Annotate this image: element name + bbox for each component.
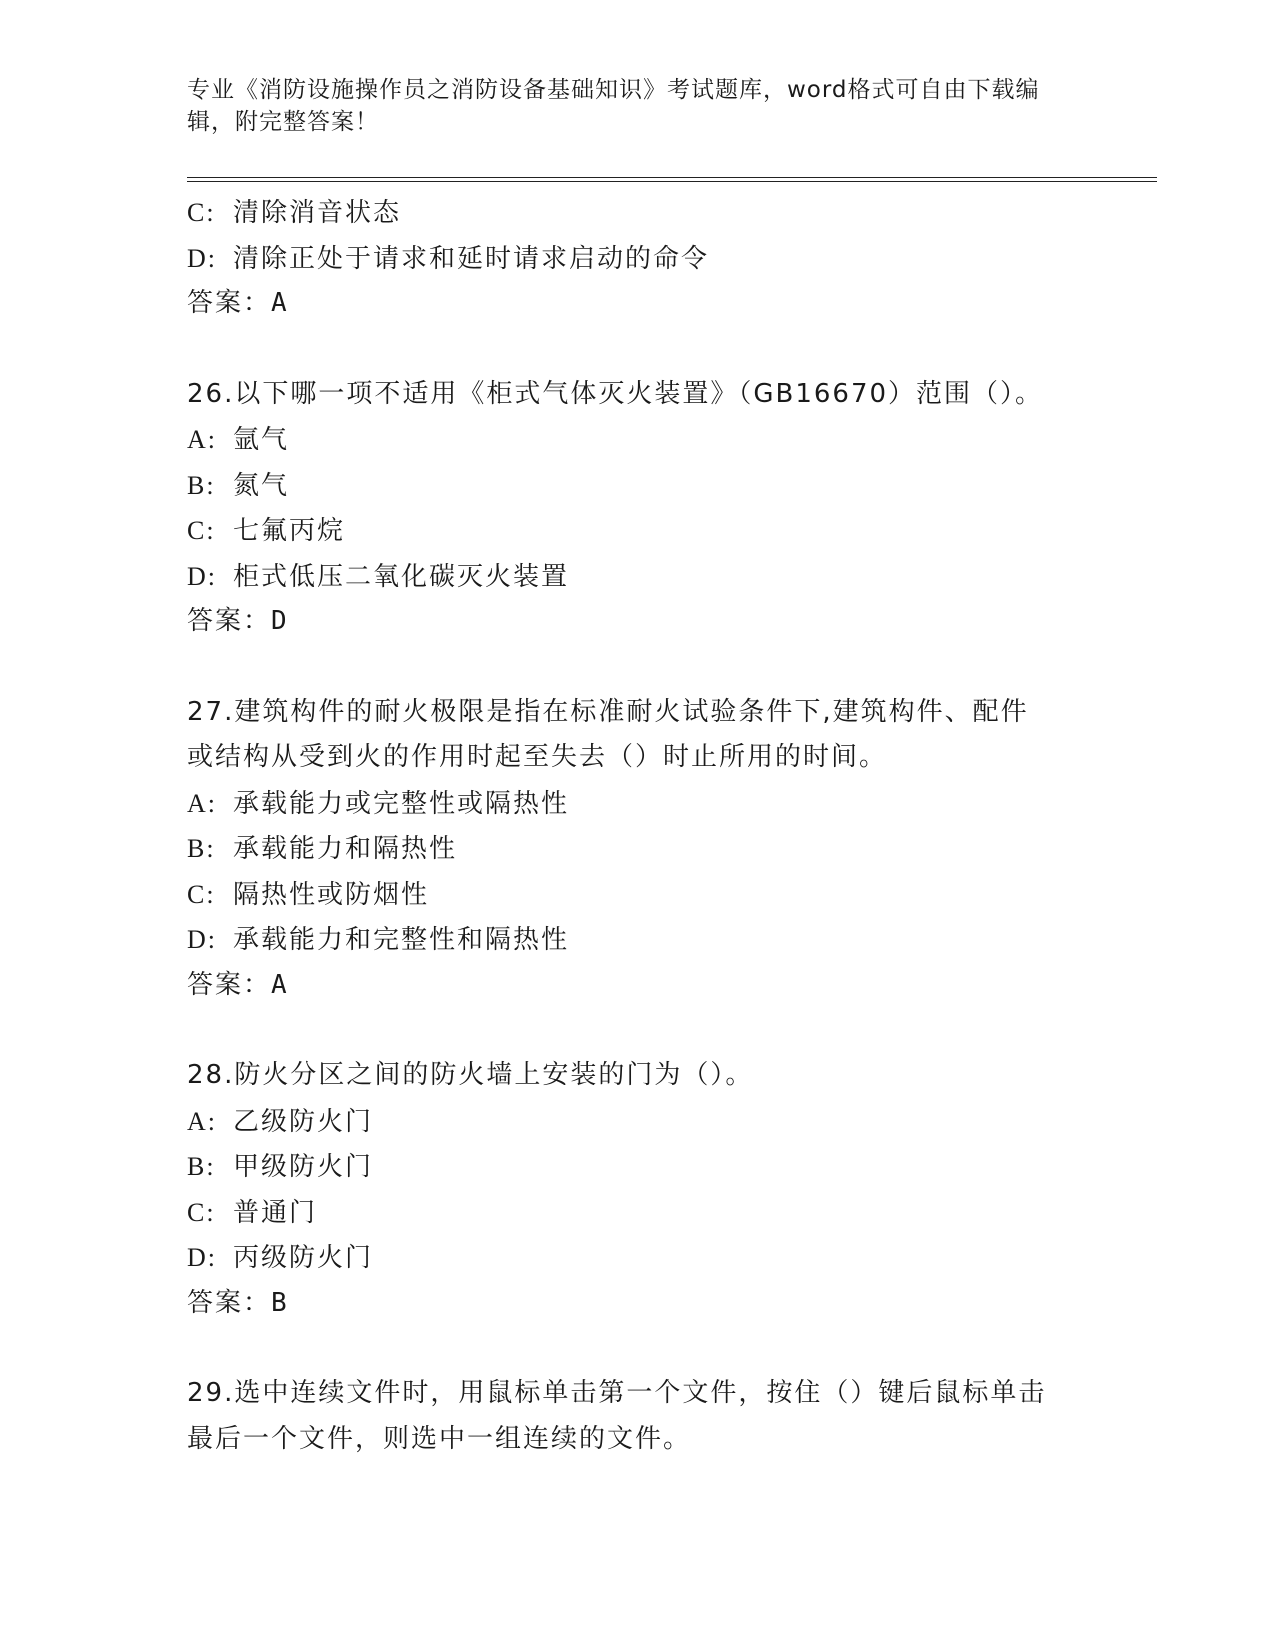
answer-value: A <box>271 969 289 1000</box>
question-fragment <box>187 190 1087 327</box>
option-text: 柜式低压二氧化碳灭火装置 <box>233 561 570 592</box>
option-text: 七氟丙烷 <box>233 516 346 546</box>
question-stem: 28.防火分区之间的防火墙上安装的门为（）。 <box>187 1060 754 1090</box>
option-c <box>187 872 1087 918</box>
spacer <box>187 645 1087 690</box>
spacer <box>187 327 1087 372</box>
question-stem: 29.选中连续文件时，用鼠标单击第一个文件，按住（）键后鼠标单击 <box>187 1378 1047 1408</box>
option-text: 清除消音状态 <box>233 198 402 228</box>
answer-label: 答案： <box>187 1287 272 1318</box>
option-text: 隔热性或防烟性 <box>233 879 430 910</box>
spacer <box>187 1008 1087 1053</box>
option-text: 氮气 <box>233 470 290 501</box>
option-key: B: <box>187 470 216 500</box>
question-list <box>187 190 1087 1462</box>
question-27 <box>187 690 1087 1009</box>
question-26 <box>187 372 1087 645</box>
option-key: A: <box>187 788 217 818</box>
option-key: D: <box>187 925 217 954</box>
question-28 <box>187 1053 1087 1326</box>
header-divider <box>187 177 1157 182</box>
option-key: C: <box>187 516 216 545</box>
option-text: 清除正处于请求和延时请求启动的命令 <box>233 243 710 274</box>
answer-value: B <box>271 1287 289 1318</box>
answer-label: 答案： <box>187 969 272 1000</box>
option-b <box>187 826 1087 872</box>
question-stem: 26.以下哪一项不适用《柜式气体灭火装置》（GB16670）范围（）。 <box>187 378 1044 409</box>
answer-line <box>187 599 1087 645</box>
option-text: 承载能力和隔热性 <box>233 834 458 864</box>
option-c <box>187 190 1087 236</box>
option-text: 承载能力或完整性或隔热性 <box>233 788 570 819</box>
answer-line <box>187 963 1087 1009</box>
spacer <box>187 1326 1087 1371</box>
option-d <box>187 554 1087 600</box>
option-d <box>187 1235 1087 1281</box>
option-b <box>187 463 1087 509</box>
header-title-line-1: 专业《消防设施操作员之消防设备基础知识》考试题库，word格式可自由下载编 <box>187 77 1040 103</box>
option-a <box>187 1099 1087 1145</box>
header-title-line-2: 辑，附完整答案！ <box>187 109 379 135</box>
option-key: B: <box>187 1152 216 1181</box>
option-key: D: <box>187 1243 217 1272</box>
question-stem-cont: 或结构从受到火的作用时起至失去（）时止所用的时间。 <box>187 742 888 772</box>
option-c <box>187 1190 1087 1236</box>
option-text: 丙级防火门 <box>233 1243 374 1273</box>
option-b <box>187 1144 1087 1190</box>
option-a <box>187 781 1087 827</box>
option-key: A: <box>187 425 217 454</box>
option-text: 普通门 <box>233 1197 318 1228</box>
option-d <box>187 917 1087 963</box>
option-a <box>187 417 1087 463</box>
answer-value: A <box>271 288 289 318</box>
question-stem-cont: 最后一个文件，则选中一组连续的文件。 <box>187 1423 692 1454</box>
option-key: C: <box>187 1197 216 1227</box>
option-key: C: <box>187 198 216 227</box>
option-key: C: <box>187 879 216 909</box>
question-29 <box>187 1371 1087 1462</box>
option-d <box>187 236 1087 282</box>
option-key: D: <box>187 561 217 591</box>
option-text: 氩气 <box>233 425 290 455</box>
document-header <box>187 74 1077 138</box>
option-key: A: <box>187 1106 217 1136</box>
answer-label: 答案： <box>187 606 272 636</box>
question-stem: 27.建筑构件的耐火极限是指在标准耐火试验条件下,建筑构件、配件 <box>187 696 1029 727</box>
answer-label: 答案： <box>187 288 272 318</box>
option-text: 乙级防火门 <box>233 1106 374 1137</box>
option-key: D: <box>187 243 217 273</box>
option-text: 承载能力和完整性和隔热性 <box>233 925 570 955</box>
answer-line <box>187 1281 1087 1327</box>
option-text: 甲级防火门 <box>233 1152 374 1182</box>
answer-line <box>187 281 1087 327</box>
answer-value: D <box>271 606 289 636</box>
option-key: B: <box>187 834 216 863</box>
option-c <box>187 508 1087 554</box>
